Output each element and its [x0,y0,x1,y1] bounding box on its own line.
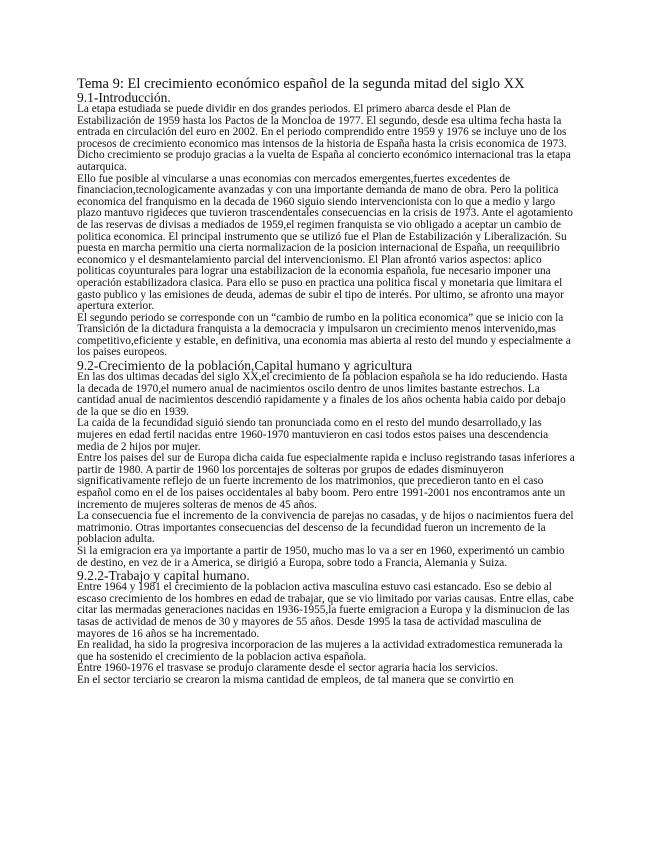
paragraph-poblacion-3: Entre los paises del sur de Europa dicha caida fue especialmente rapida e incluso registrando tasas inferiores a partir de 1980. A partir de 1960 los porcentajes de solteras por grupos de edades disminuyeron significativamente reflejo de un fuerte incremento de los matrimonios, que precedieron tanto en el caso español como en el de los paises occidentales al baby boom. Pero entre 1991-2001 nos encontramos ante un incremento de mujeres solteras de menos de 45 años. [77,452,575,511]
heading-trabajo: 9.2.2-Trabajo y capital humano. [77,568,250,584]
paragraph-trabajo-3: Entre 1960-1976 el trasvase se produjo claramente desde el sector agraria hacia los servicios. [77,662,498,675]
document-title: Tema 9: El crecimiento económico español de la segunda mitad del siglo XX [77,76,525,92]
paragraph-intro-3: El segundo periodo se corresponde con un “cambio de rumbo en la politica economica” que se inicio con la Transición de la dictadura franquista a la democracia y impulsaron un crecimiento menos intervenido,mas competitivo,eficiente y estable, en definitiva, una economia mas abierta al resto del mundo y especialmente a los paises europeos. [77,311,571,359]
paragraph-poblacion-5: Si la emigracion era ya importante a partir de 1950, mucho mas lo va a ser en 1960, experimentó un cambio de destino, en vez de ir a America, se dirigió a Europa, sobre todo a Francia, Alemania y Suiza. [77,544,565,569]
paragraph-poblacion-4: La consecuencia fue el incremento de la convivencia de parejas no casadas, y de hijos o nacimientos fuera del matrimonio. Otras importantes consecuencias del descenso de la fecundidad fueron un incremento de la poblacion adulta. [77,510,574,546]
paragraph-intro-2: Ello fue posible al vincularse a unas economias con mercados emergentes,fuertes excedentes de financiacion,tecnologicamente avanzadas y con una importante demanda de mano de obra. Pero la politica economica del franquismo en la decada de 1960 siguio siendo intervencionista con lo que a medio y largo plazo mantuvo rigideces que tuvieron trascendentales consecuencias en la crisis de 1973. Ante el agotamiento de las reservas de divisas a mediados de 1959,el regimen franquista se vio obligado a aceptar un cambio de politica economica. El principal instrumento que se utilizó fue el Plan de Estabilización y Liberalización. Su puesta en marcha permitio una cierta normalizacion de la posicion internacional de España, un reequilibrio economico y el desmantelamiento parcial del intervencionismo. El Plan afrontó varios aspectos: aplico politicas coyunturales para lograr una estabilizacion de la economia española, fue necesario imponer una operación estabilizadora clasica. Para ello se puso en practica una politica fiscal y monetaria que limitara el gasto publico y las emisiones de deuda, ademas de subir el tipo de interés. Por ultimo, se afronto una mayor apertura exterior. [77,172,573,313]
paragraph-trabajo-2: En realidad, ha sido la progresiva incorporacion de las mujeres a la actividad extradomestica remunerada la que ha sostenido el crecimiento de la poblacion activa española. [77,639,563,663]
paragraph-poblacion-2: La caida de la fecundidad siguió siendo tan pronunciada como en el resto del mundo desarrollado,y las mujeres en edad fertil nacidas entre 1960-1970 mantuvieron en casi todos estos paises una descendencia media de 2 hijos por mujer. [77,417,549,453]
document-page [77,77,577,687]
paragraph-trabajo-1: Entre 1964 y 1981 el crecimiento de la poblacion activa masculina estuvo casi estancado. Eso se debio al escaso crecimiento de los hombres en edad de trabajar, que se vio limitado por varias causas. Entre ellas, cabe citar las mermadas generaciones nacidas en 1936-1955,la fuerte emigracion a Europa y la disminucion de las tasas de actividad de menos de 30 y mayores de 55 años. Desde 1995 la tasa de actividad masculina de mayores de 16 años se ha incrementado. [77,581,574,640]
heading-introduccion: 9.1-Introducción. [77,90,171,105]
paragraph-poblacion-1: En las dos ultimas decadas del siglo XX,el crecimiento de la poblacion española se ha ido reduciendo. Hasta la decada de 1970,el numero anual de nacimientos oscilo dentro de unos limites bastante estrechos. La cantidad anual de nacimientos descendió rapidamente y a finales de los años ochenta habia caido por debajo de la que se dio en 1939. [77,371,568,418]
paragraph-intro-1: La etapa estudiada se puede dividir en dos grandes periodos. El primero abarca desde el Plan de Estabilización de 1959 hasta los Pactos de la Moncloa de 1977. El segundo, desde esa ultima fecha hasta la entrada en circulación del euro en 2002. En el periodo comprendido entre 1959 y 1976 se incluye uno de los procesos de crecimiento economico mas intensos de la historia de España hasta la crisis economica de 1973. Dicho crecimiento se produjo gracias a la vuelta de España al concierto económico internacional tras la etapa autarquica. [77,103,571,173]
paragraph-trabajo-4: En el sector terciario se crearon la misma cantidad de empleos, de tal manera que se convirtio en [77,673,514,686]
heading-poblacion: 9.2-Crecimiento de la población,Capital humano y agricultura [77,358,413,374]
